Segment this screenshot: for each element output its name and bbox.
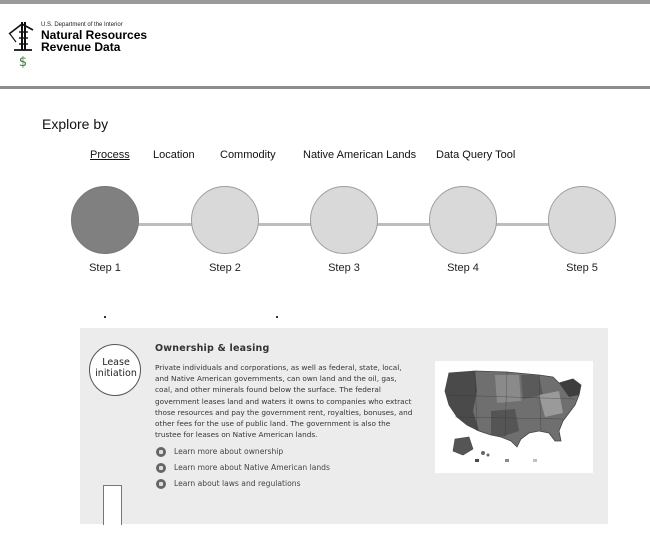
step-3-circle[interactable] [310,186,378,254]
step-2-circle[interactable] [191,186,259,254]
link-laws-regulations[interactable] [156,479,376,491]
site-header [0,4,650,86]
body-line: coal, and other minerals found below the surface. The federal [155,385,381,395]
step-connector [496,223,550,226]
oil-derrick-dollar-icon [6,20,36,68]
body-line: other fees for the use of public land. The government is also the [155,419,391,429]
step-3-label: Step 3 [328,262,360,274]
step-detail-panel [80,328,608,524]
circle-bullet-icon [156,447,166,457]
site-title-line1: Natural Resources [41,28,148,42]
body-line: Private individuals and corporations, as well as federal, state, local, [155,363,402,372]
panel-body [155,362,421,440]
body-line: those resources and pay the government rent, royalties, bonuses, and [155,407,413,417]
badge-text [90,357,142,379]
marker-dot [104,316,106,318]
tab-commodity[interactable]: Commodity [220,149,276,161]
step-1-label: Step 1 [89,262,121,274]
circle-bullet-icon [156,479,166,489]
explore-heading: Explore by [42,116,109,132]
step-4-label: Step 4 [447,262,479,274]
legend-swatch [533,459,537,462]
link-native-american-lands[interactable] [156,463,376,475]
step-5-label: Step 5 [566,262,598,274]
link-ownership[interactable] [156,447,376,459]
panel-title: Ownership & leasing [155,343,270,354]
tab-data-query-tool[interactable]: Data Query Tool [436,149,516,161]
svg-text:$: $ [18,55,28,68]
step-2-label: Step 2 [209,262,241,274]
body-line: and Native American governments, can own land and the oil, gas, [155,374,397,384]
department-name: U.S. Department of the Interior [41,22,123,28]
legend-swatch [475,459,479,462]
site-title-line2: Revenue Data [41,40,121,54]
legend-swatch [505,459,509,462]
lease-initiation-badge [89,344,141,396]
explore-tabs [0,149,650,165]
site-title [41,29,147,53]
step-4-circle[interactable] [429,186,497,254]
process-steps [0,182,650,277]
link-label[interactable]: Learn about laws and regulations [174,479,301,488]
us-map-icon [435,361,593,473]
body-line: trustee for leases on Native American lands. [155,430,318,440]
us-land-ownership-map[interactable] [435,361,593,473]
step-connector [138,223,192,226]
map-legend [475,458,585,464]
circle-bullet-icon [156,463,166,473]
step-5-circle[interactable] [548,186,616,254]
link-label[interactable]: Learn more about Native American lands [174,463,330,472]
link-label[interactable]: Learn more about ownership [174,447,284,456]
tab-native-american-lands[interactable]: Native American Lands [303,149,417,161]
badge-line1: Lease [102,357,130,368]
badge-line2: initiation [95,368,137,379]
step-connector [258,223,312,226]
step-1-circle[interactable] [71,186,139,254]
site-logo[interactable] [6,18,166,74]
tab-location[interactable]: Location [153,149,195,161]
step-connector [377,223,431,226]
body-line: government leases land and waters it owns to companies who extract [155,396,412,406]
next-step-outline [103,485,122,525]
header-divider [0,86,650,89]
marker-dot [276,316,278,318]
tab-process[interactable]: Process [90,149,130,161]
